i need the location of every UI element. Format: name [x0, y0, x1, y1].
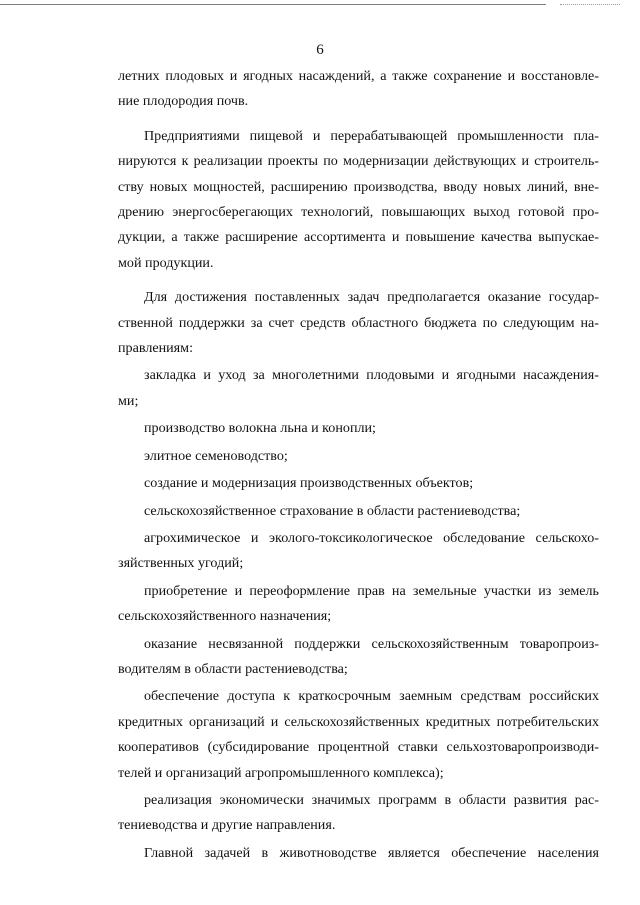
text-line: ми;	[118, 392, 139, 409]
page-number: 6	[316, 42, 324, 58]
text-line: летних плодовых и ягодных насаждений, а также сохранение и восстановле-	[118, 68, 599, 84]
text-line: Главной задачей в животноводстве является обеспечение населения	[144, 844, 599, 861]
text-line: элитное семеноводство;	[144, 447, 288, 464]
text-line: закладка и уход за многолетними плодовыми и ягодными насаждения-	[144, 367, 599, 384]
text-line: сельскохозяйственного назначения;	[118, 608, 332, 625]
text-line: обеспечение доступа к краткосрочным заемным средствам российских	[144, 688, 599, 705]
text-line: агрохимическое и эколого-токсикологическое обследование сельскохо-	[144, 529, 599, 546]
text-line: сельскохозяйственное страхование в области растениеводства;	[144, 502, 521, 519]
text-line: дукции, а также расширение ассортимента и повышение качества выпускае-	[118, 229, 599, 246]
text-line: мой продукции.	[118, 254, 214, 271]
text-line: правлениям:	[118, 340, 194, 357]
text-line: производство волокна льна и конопли;	[144, 420, 376, 437]
text-line: водителям в области растениеводства;	[118, 660, 348, 677]
text-line: ственной поддержки за счет средств областного бюджета по следующим на-	[118, 314, 599, 331]
scan-top-rule	[0, 4, 546, 5]
text-line: реализация экономически значимых программ в области развития рас-	[144, 791, 599, 808]
text-line: нируются к реализации проекты по модернизации действующих и строитель-	[118, 153, 599, 170]
text-line: дрению энергосберегающих технологий, повышающих выход готовой про-	[118, 204, 599, 221]
text-line: тениеводства и другие направления.	[118, 817, 336, 834]
text-line: кредитных организаций и сельскохозяйственных кредитных потребительских	[118, 713, 599, 730]
text-line: зяйственных угодий;	[118, 555, 244, 572]
text-line: создание и модернизация производственных объектов;	[144, 475, 474, 492]
text-line: Для достижения поставленных задач предполагается оказание государ-	[144, 289, 599, 306]
document-body	[118, 64, 599, 866]
text-line: ние плодородия почв.	[118, 93, 249, 110]
text-line: кооперативов (субсидирование процентной ставки сельхозтоваропроизводи-	[118, 739, 599, 756]
text-line: ству новых мощностей, расширению производства, вводу новых линий, вне-	[118, 178, 599, 195]
text-line: Предприятиями пищевой и перерабатывающей промышленности пла-	[144, 127, 599, 144]
text-line: телей и организаций агропромышленного комплекса);	[118, 764, 444, 781]
scan-top-dots	[560, 4, 620, 6]
text-line: оказание несвязанной поддержки сельскохозяйственным товаропроиз-	[144, 635, 599, 652]
text-line: приобретение и переоформление прав на земельные участки из земель	[144, 582, 599, 599]
